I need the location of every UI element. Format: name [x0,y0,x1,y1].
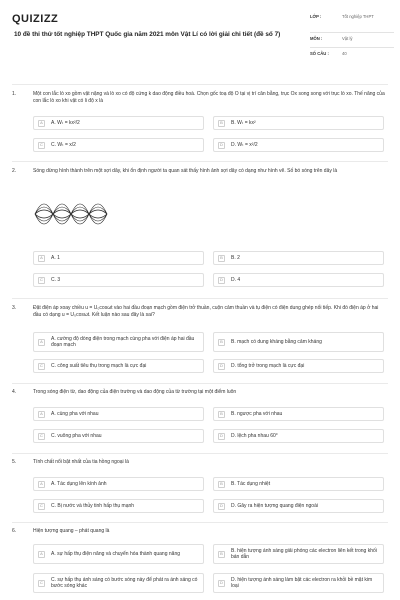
question-number: 2. [12,168,17,174]
option-text: A. Wₜ = kx²/2 [51,119,80,126]
option-text: C. Wₜ = x/2 [51,141,76,148]
option-text: A. 1 [51,254,60,261]
option-text: B. Tác dụng nhiệt [231,480,271,487]
option-d[interactable] [213,429,384,443]
meta-class-value: Tốt nghiệp THPT [342,14,374,19]
option-c[interactable] [33,573,204,593]
option-d[interactable] [213,499,384,513]
divider [12,522,388,523]
option-letter: C [38,503,45,510]
option-c[interactable] [33,429,204,443]
option-text: D. lệch pha nhau 60° [231,432,278,439]
option-text: D. 4 [231,276,241,283]
option-letter: C [38,433,45,440]
option-letter: A [38,551,45,558]
option-text: D. Wₜ = x²/2 [231,141,258,148]
option-letter: D [218,277,225,284]
question-text: Đặt điện áp xoay chiều u = U₀cosωt vào hai đầu đoạn mạch gồm điện trở thuần, cuộn cảm thuần và tụ điện có điện dung ghép nối tiếp. Khi đó điện áp ở hai đầu có dạng u = U₀cosωt. Kết luận nào sau đây là sai? [33,305,379,319]
option-text: C. sự hấp thụ ánh sáng có bước sóng này để phát ra ánh sáng có bước sóng khác [51,576,198,589]
option-c[interactable] [33,499,204,513]
option-letter: A [38,411,45,418]
option-d[interactable] [213,138,384,152]
meta-count-value: 40 [342,51,347,56]
meta-class [310,11,394,33]
option-c[interactable] [33,359,204,373]
option-letter: D [218,363,225,370]
question-number: 3. [12,305,17,311]
question-number: 4. [12,389,17,395]
option-text: A. Tác dụng lên kính ảnh [51,480,107,487]
option-d[interactable] [213,359,384,373]
question-number: 5. [12,459,17,465]
meta-count [310,48,394,63]
option-a[interactable] [33,332,204,352]
option-text: B. 2 [231,254,240,261]
option-text: B. ngược pha với nhau [231,410,283,417]
question-text: Sóng dừng hình thành trên một sợi dây, khi ổn định người ta quan sát thấy hình ảnh sợi dây có dạng như hình vẽ. Số bó sóng trên dây là [33,168,338,174]
option-letter: D [218,503,225,510]
option-letter: B [218,120,225,127]
option-text: C. công suất tiêu thụ trong mạch là cực đại [51,362,147,369]
question-number: 1. [12,91,17,97]
option-letter: D [218,580,225,587]
option-b[interactable] [213,407,384,421]
option-letter: C [38,363,45,370]
option-a[interactable] [33,407,204,421]
divider [12,161,388,162]
option-letter: A [38,481,45,488]
question-text: Một con lắc lò xo gồm vật nặng và lò xo có độ cứng k dao động điều hoà. Chọn gốc toạ độ O tại vị trí cân bằng, trục Ox song song với trục lò xo. Thế năng của con lắc lò xo khi vật có li độ x là [33,91,385,105]
standing-wave-figure [33,192,113,236]
question-number: 6. [12,528,17,534]
option-text: B. Wₜ = kx² [231,119,256,126]
option-text: D. tổng trở trong mạch là cực đại [231,362,305,369]
option-letter: B [218,339,225,346]
option-text: A. cùng pha với nhau [51,410,99,417]
option-a[interactable] [33,251,204,265]
option-text: C. 3 [51,276,61,283]
option-letter: B [218,255,225,262]
option-letter: A [38,339,45,346]
option-text: C. vuông pha với nhau [51,432,102,439]
quizizz-logo: QUIZIZZ [12,13,59,25]
meta-subject-value: Vật lý [342,36,353,41]
option-b[interactable] [213,544,384,564]
option-letter: B [218,411,225,418]
option-letter: C [38,277,45,284]
option-c[interactable] [33,138,204,152]
divider [12,453,388,454]
worksheet-header [0,0,400,78]
meta-subject-label: MÔN : [310,36,323,41]
option-text: B. hiện tượng ánh sáng giải phóng các electron liên kết trong khối bán dẫn [231,547,377,560]
worksheet-title: 10 đề thi thử tốt nghiệp THPT Quốc gia năm 2021 môn Vật Lí có lời giải chi tiết (đề số 7) [14,31,281,38]
option-a[interactable] [33,116,204,130]
divider [12,298,388,299]
option-letter: C [38,142,45,149]
option-text: C. Bị nước và thủy tinh hấp thụ mạnh [51,502,135,509]
option-letter: A [38,120,45,127]
divider [12,383,388,384]
option-d[interactable] [213,273,384,287]
question-text: Hiện tượng quang – phát quang là [33,528,110,534]
option-text: A. cường độ dòng điện trong mạch cùng pha với điện áp hai đầu đoạn mạch [51,335,195,348]
option-letter: D [218,142,225,149]
option-text: B. mạch có dung kháng bằng cảm kháng [231,338,322,345]
option-text: D. hiện tượng ánh sáng làm bật các electron ra khỏi bề mặt kim loại [231,576,373,589]
option-b[interactable] [213,116,384,130]
option-b[interactable] [213,251,384,265]
option-a[interactable] [33,544,204,564]
option-b[interactable] [213,332,384,352]
option-d[interactable] [213,573,384,593]
option-letter: B [218,481,225,488]
question-text: Trong sóng điện từ, dao động của điện trường và dao động của từ trường tại một điểm luôn [33,389,237,395]
option-text: A. sự hấp thụ điện năng và chuyển hóa thành quang năng [51,550,181,557]
meta-subject [310,33,394,48]
option-letter: C [38,580,45,587]
meta-count-label: SỐ CÂU : [310,51,329,56]
divider [12,84,388,85]
option-letter: D [218,433,225,440]
question-text: Tính chất nổi bật nhất của tia hồng ngoại là [33,459,129,465]
meta-class-label: LỚP : [310,14,322,19]
option-text: D. Gây ra hiện tượng quang điện ngoài [231,502,318,509]
option-c[interactable] [33,273,204,287]
option-a[interactable] [33,477,204,491]
option-letter: A [38,255,45,262]
worksheet-meta [310,11,394,63]
option-b[interactable] [213,477,384,491]
option-letter: B [218,551,225,558]
